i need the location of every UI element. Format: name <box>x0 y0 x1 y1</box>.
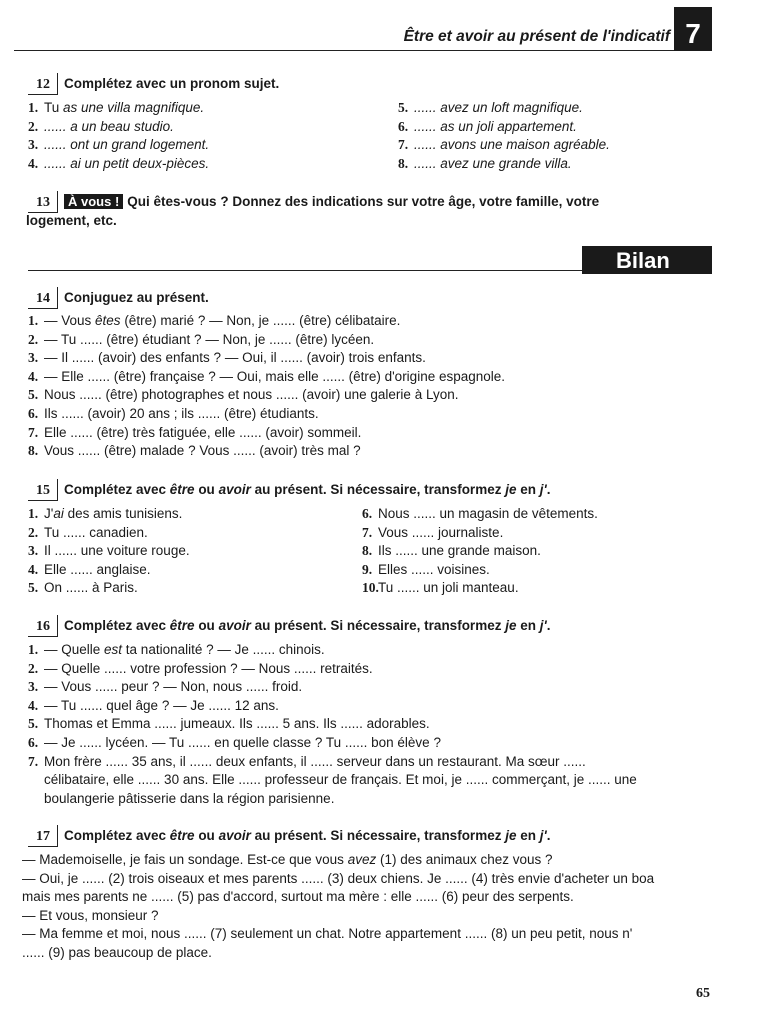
item-number: 6. <box>28 734 39 750</box>
item-number: 1. <box>28 313 39 328</box>
bilan-banner: Bilan <box>582 246 712 274</box>
item-number: 6. <box>398 118 409 134</box>
exercise-item <box>28 99 358 118</box>
instruction-part: être <box>169 618 195 633</box>
item-number: 4. <box>28 155 39 171</box>
item-text: — Je ...... lycéen. — Tu ...... en quelle classe ? Tu ...... bon élève ? <box>44 734 441 750</box>
exercise-item <box>28 524 362 543</box>
exercise-item <box>362 505 728 524</box>
exercise-item <box>28 790 728 809</box>
exercise-number: 15 <box>28 483 58 501</box>
instruction-line-2: logement, etc. <box>26 213 117 228</box>
exercise-item <box>22 870 728 889</box>
item-text: — Oui, je ...... (2) trois oiseaux et mes parents ...... (3) deux chiens. Je ...... (4) très envie d'acheter un boa <box>22 870 655 886</box>
header-rule <box>14 50 674 51</box>
item-number: 6. <box>362 506 373 521</box>
instruction-part: avoir <box>218 828 251 843</box>
instruction-part: j' <box>539 618 547 633</box>
item-text: On ...... à Paris. <box>44 580 138 596</box>
item-text: Thomas et Emma ...... jumeaux. Ils ...... 5 ans. Ils ...... adorables. <box>44 716 430 732</box>
instruction-part: être <box>169 828 195 843</box>
instruction-part: je <box>505 618 517 633</box>
exercise-item <box>28 505 362 524</box>
item-text: Nous ...... (être) photographes et nous ...... (avoir) une galerie à Lyon. <box>44 387 459 403</box>
exercise-number: 16 <box>28 619 58 637</box>
item-number: 9. <box>362 561 373 577</box>
instruction-line-1: Qui êtes-vous ? Donnez des indications sur votre âge, votre famille, votre <box>127 194 600 209</box>
item-text: — Il ...... (avoir) des enfants ? — Oui, il ...... (avoir) trois enfants. <box>44 350 426 366</box>
item-number: 4. <box>28 368 39 384</box>
instruction-part: au présent. Si nécessaire, transformez <box>250 482 506 497</box>
item-number: 8. <box>28 443 39 459</box>
exercise-item <box>22 944 728 963</box>
example-answer: ...... avez une grande villa. <box>414 155 572 171</box>
instruction-part: en <box>516 828 540 843</box>
item-text: — Elle ...... (être) française ? — Oui, mais elle ...... (être) d'origine espagnole. <box>44 368 506 384</box>
item-number: 3. <box>28 679 39 695</box>
item-number: 7. <box>28 424 39 440</box>
exercise-item <box>28 678 728 697</box>
exercise-number: 14 <box>28 291 58 309</box>
instruction-part: être <box>169 482 195 497</box>
exercise-item <box>28 136 358 155</box>
exercise-lines <box>28 641 728 808</box>
exercise-item <box>28 155 358 174</box>
item-number: 3. <box>28 137 39 153</box>
item-text: — Tu ...... quel âge ? — Je ...... 12 ans. <box>44 697 279 713</box>
instruction-part: en <box>516 618 540 633</box>
item-number: 7. <box>398 137 409 153</box>
item-number: 6. <box>28 405 39 421</box>
example-answer: ...... avons une maison agréable. <box>414 137 610 153</box>
instruction-part: avoir <box>218 482 251 497</box>
right-column <box>358 99 728 173</box>
item-number: 2. <box>28 331 39 347</box>
item-text: Mon frère ...... 35 ans, il ...... deux enfants, il ...... serveur dans un restaurant. Ma sœur ...... <box>44 753 586 769</box>
example-answer: avez <box>347 852 377 867</box>
exercise-lines <box>22 851 728 963</box>
item-text: Vous ...... journaliste. <box>378 524 504 540</box>
item-text: — Tu ...... (être) étudiant ? — Non, je ...... (être) lycéen. <box>44 331 375 347</box>
exercise-number: 17 <box>28 829 58 847</box>
bilan-rule <box>28 270 582 271</box>
item-text: célibataire, elle ...... 30 ans. Elle ...... professeur de français. Et moi, je ...... commerçant, je ...... une <box>44 772 637 788</box>
exercise-12 <box>28 76 728 173</box>
item-text: Elle ...... anglaise. <box>44 561 151 577</box>
instruction-part: j' <box>539 828 547 843</box>
exercise-item <box>28 368 728 387</box>
instruction-part: je <box>505 482 517 497</box>
instruction-part: Complétez avec <box>64 828 170 843</box>
item-text: — Et vous, monsieur ? <box>22 907 159 923</box>
instruction-part: je <box>505 828 517 843</box>
exercise-item <box>28 118 358 137</box>
running-header-title: Être et avoir au présent de l'indicatif <box>403 28 670 45</box>
item-number: 1. <box>28 642 39 657</box>
instruction-part: ou <box>194 618 219 633</box>
exercise-item <box>398 99 728 118</box>
instruction-part: j' <box>539 482 547 497</box>
exercise-item <box>28 641 728 660</box>
exercise-item <box>28 697 728 716</box>
item-text: Tu ...... un joli manteau. <box>378 580 519 596</box>
example-answer: ...... a un beau studio. <box>44 118 174 134</box>
example-answer: ...... avez un loft magnifique. <box>414 100 583 115</box>
example-answer: êtes <box>95 313 121 328</box>
instruction-part: . <box>546 482 551 497</box>
chapter-number: 7 <box>674 7 712 51</box>
item-text: Ils ...... une grande maison. <box>378 543 541 559</box>
exercise-item <box>362 524 728 543</box>
item-text: (être) marié ? — Non, je ...... (être) célibataire. <box>120 313 401 328</box>
item-number: 5. <box>28 387 39 403</box>
instruction-part: Complétez avec <box>64 482 170 497</box>
item-text: — Vous <box>44 313 96 328</box>
example-answer: as une villa magnifique. <box>59 100 205 115</box>
item-text: — Ma femme et moi, nous ...... (7) seulement un chat. Notre appartement ...... (8) un peu petit, nous n' <box>22 926 633 942</box>
exercise-item <box>22 925 728 944</box>
exercise-item <box>28 331 728 350</box>
instruction-part: au présent. Si nécessaire, transformez <box>250 618 506 633</box>
item-text: — Quelle ...... votre profession ? — Nous ...... retraités. <box>44 660 373 676</box>
exercise-item <box>28 734 728 753</box>
instruction-part: ou <box>194 828 219 843</box>
exercise-item <box>398 155 728 174</box>
item-number: 8. <box>398 155 409 171</box>
exercise-item <box>28 424 728 443</box>
example-answer: ...... ai un petit deux-pièces. <box>44 155 210 171</box>
exercise-item <box>398 118 728 137</box>
instruction-part: en <box>516 482 540 497</box>
instruction-part: ou <box>194 482 219 497</box>
exercise-item <box>362 542 728 561</box>
item-text: Elles ...... voisines. <box>378 561 490 577</box>
page-number: 65 <box>696 986 710 1001</box>
example-answer: ...... as un joli appartement. <box>414 118 577 134</box>
exercise-item <box>28 312 728 331</box>
exercise-14 <box>28 290 728 461</box>
exercise-item <box>28 771 728 790</box>
item-number: 1. <box>28 506 39 521</box>
a-vous-badge: À vous ! <box>64 194 123 209</box>
exercise-item <box>28 715 728 734</box>
item-text: Tu <box>44 100 60 115</box>
item-text: ta nationalité ? — Je ...... chinois. <box>122 642 325 657</box>
exercise-item <box>22 907 728 926</box>
instruction-part: . <box>546 828 551 843</box>
exercise-item <box>398 136 728 155</box>
item-text: Il ...... une voiture rouge. <box>44 543 190 559</box>
item-text: Ils ...... (avoir) 20 ans ; ils ...... (être) étudiants. <box>44 405 319 421</box>
item-text: boulangerie pâtisserie dans la région parisienne. <box>44 790 335 806</box>
instruction-part: avoir <box>218 618 251 633</box>
item-number: 2. <box>28 524 39 540</box>
exercise-item <box>28 405 728 424</box>
item-text: J' <box>44 506 54 521</box>
example-answer: ...... ont un grand logement. <box>44 137 210 153</box>
exercise-item <box>362 579 728 598</box>
exercise-item <box>28 753 728 772</box>
left-column <box>28 505 362 598</box>
item-number: 8. <box>362 543 373 559</box>
exercise-item <box>28 386 728 405</box>
item-text: Vous ...... (être) malade ? Vous ...... (avoir) très mal ? <box>44 443 361 459</box>
exercise-item <box>28 442 728 461</box>
item-number: 10. <box>362 580 379 596</box>
item-text: mais mes parents ne ...... (5) pas d'accord, surtout ma mère : elle ...... (6) peur des serpents. <box>22 889 574 905</box>
item-text: ...... (9) pas beaucoup de place. <box>22 944 212 960</box>
item-text: des amis tunisiens. <box>63 506 183 521</box>
item-number: 5. <box>28 580 39 596</box>
item-number: 4. <box>28 561 39 577</box>
item-number: 7. <box>28 753 39 769</box>
item-number: 3. <box>28 543 39 559</box>
exercise-item <box>22 851 728 870</box>
exercise-item <box>28 579 362 598</box>
exercise-lines <box>28 312 728 461</box>
exercise-item <box>28 561 362 580</box>
item-number: 5. <box>398 100 409 115</box>
item-number: 2. <box>28 118 39 134</box>
exercise-item <box>28 349 728 368</box>
item-number: 4. <box>28 697 39 713</box>
item-number: 5. <box>28 716 39 732</box>
item-text: — Quelle <box>44 642 105 657</box>
right-column <box>362 505 728 598</box>
exercise-16 <box>28 618 728 808</box>
item-text: Nous ...... un magasin de vêtements. <box>378 506 598 521</box>
left-column <box>28 99 358 173</box>
item-number: 1. <box>28 100 39 115</box>
example-answer: ai <box>53 506 64 521</box>
exercise-item <box>28 660 728 679</box>
item-number: 2. <box>28 660 39 676</box>
exercise-item <box>28 542 362 561</box>
instruction: Complétez avec un pronom sujet. <box>64 76 280 91</box>
instruction-part: . <box>546 618 551 633</box>
exercise-item <box>362 561 728 580</box>
exercise-item <box>22 888 728 907</box>
item-text: — Vous ...... peur ? — Non, nous ...... froid. <box>44 679 303 695</box>
item-number: 7. <box>362 524 373 540</box>
exercise-17 <box>22 828 728 963</box>
item-text: — Mademoiselle, je fais un sondage. Est-ce que vous <box>22 852 348 867</box>
exercise-number: 12 <box>28 77 58 95</box>
instruction-part: Complétez avec <box>64 618 170 633</box>
item-text: Tu ...... canadien. <box>44 524 148 540</box>
exercise-13 <box>28 194 728 228</box>
item-text: (1) des animaux chez vous ? <box>376 852 553 867</box>
exercise-number: 13 <box>28 195 58 213</box>
item-text: Elle ...... (être) très fatiguée, elle ...... (avoir) sommeil. <box>44 424 362 440</box>
item-number: 3. <box>28 350 39 366</box>
example-answer: est <box>104 642 123 657</box>
instruction-part: au présent. Si nécessaire, transformez <box>250 828 506 843</box>
exercise-15 <box>28 482 728 598</box>
instruction: Conjuguez au présent. <box>64 290 209 305</box>
